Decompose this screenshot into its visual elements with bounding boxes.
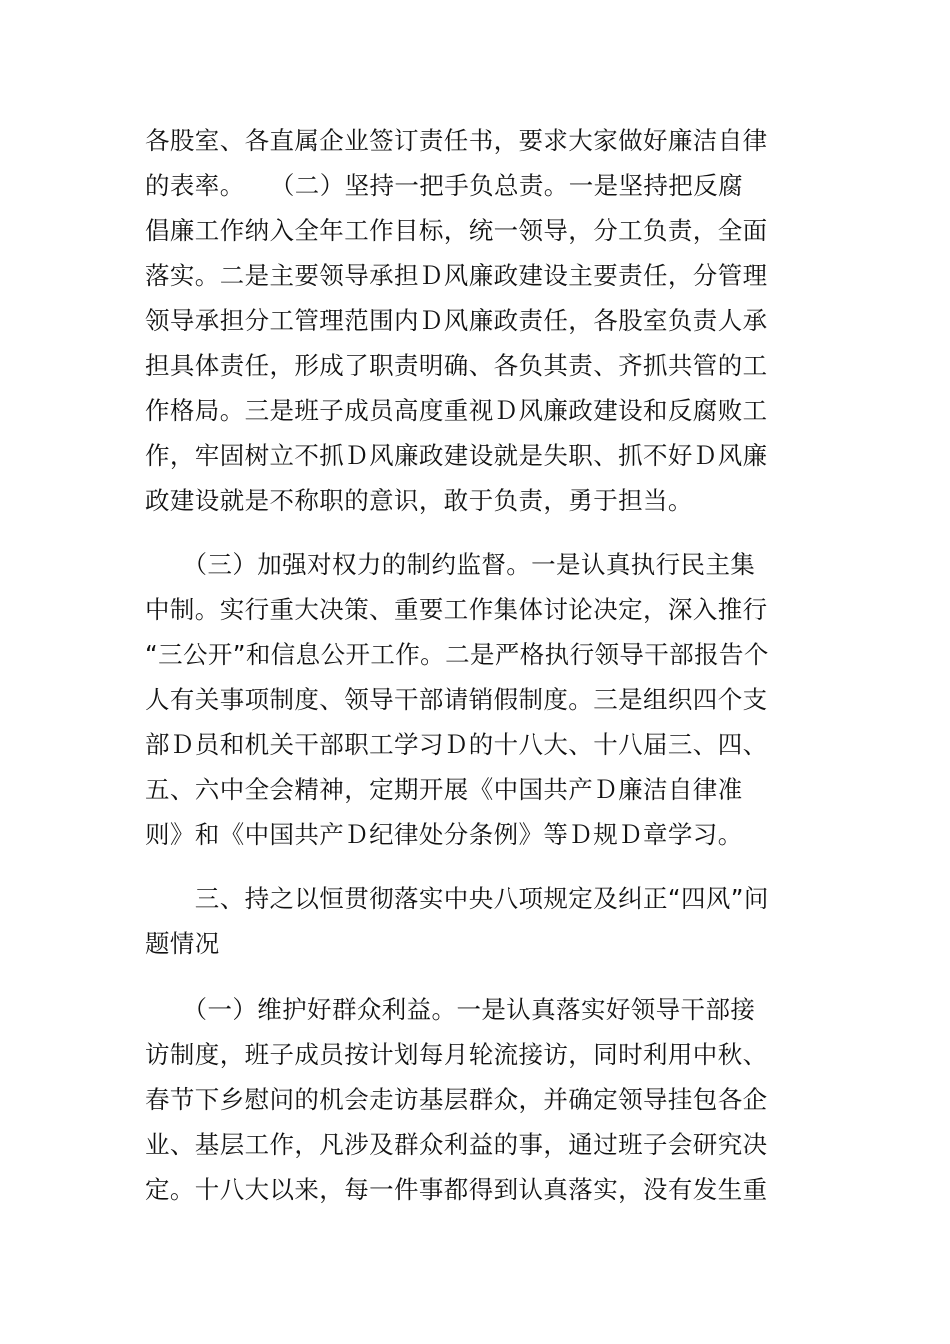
text-line: 定。十八大以来，每一件事都得到认真落实，没有发生重 (145, 1175, 768, 1204)
text-line: 领导承担分工管理范围内Ｄ风廉政责任，各股室负责人承 (145, 306, 768, 335)
text-line: 落实。二是主要领导承担Ｄ风廉政建设主要责任，分管理 (145, 261, 768, 290)
heading-line: 三、持之以恒贯彻落实中央八项规定及纠正“四风”问 (145, 884, 769, 913)
text-line: 人有关事项制度、领导干部请销假制度。三是组织四个支 (145, 685, 768, 714)
text-line: 春节下乡慰问的机会走访基层群众，并确定领导挂包各企 (145, 1085, 768, 1114)
text-line: 作，牢固树立不抓Ｄ风廉政建设就是失职、抓不好Ｄ风廉 (145, 441, 768, 470)
text-line: 倡廉工作纳入全年工作目标，统一领导，分工负责，全面 (145, 216, 768, 245)
text-line: 访制度，班子成员按计划每月轮流接访，同时利用中秋、 (145, 1040, 768, 1069)
text-line: 的表率。 （二）坚持一把手负总责。一是坚持把反腐 (145, 171, 743, 200)
heading-line: 题情况 (145, 929, 220, 958)
text-line: “三公开”和信息公开工作。二是严格执行领导干部报告个 (145, 640, 769, 669)
text-line: 政建设就是不称职的意识，敢于负责，勇于担当。 (145, 486, 693, 515)
text-line: （一）维护好群众利益。一是认真落实好领导干部接 (145, 995, 756, 1024)
text-line: 中制。实行重大决策、重要工作集体讨论决定，深入推行 (145, 595, 768, 624)
text-line: 作格局。三是班子成员高度重视Ｄ风廉政建设和反腐败工 (145, 396, 768, 425)
text-line: 部Ｄ员和机关干部职工学习Ｄ的十八大、十八届三、四、 (145, 730, 768, 759)
text-line: 则》和《中国共产Ｄ纪律处分条例》等Ｄ规Ｄ章学习。 (145, 820, 743, 849)
text-line: （三）加强对权力的制约监督。一是认真执行民主集 (145, 550, 756, 579)
text-line: 担具体责任，形成了职责明确、各负其责、齐抓共管的工 (145, 351, 768, 380)
text-line: 各股室、各直属企业签订责任书，要求大家做好廉洁自律 (145, 126, 768, 155)
text-line: 业、基层工作，凡涉及群众利益的事，通过班子会研究决 (145, 1130, 768, 1159)
text-line: 五、六中全会精神，定期开展《中国共产Ｄ廉洁自律准 (145, 775, 743, 804)
